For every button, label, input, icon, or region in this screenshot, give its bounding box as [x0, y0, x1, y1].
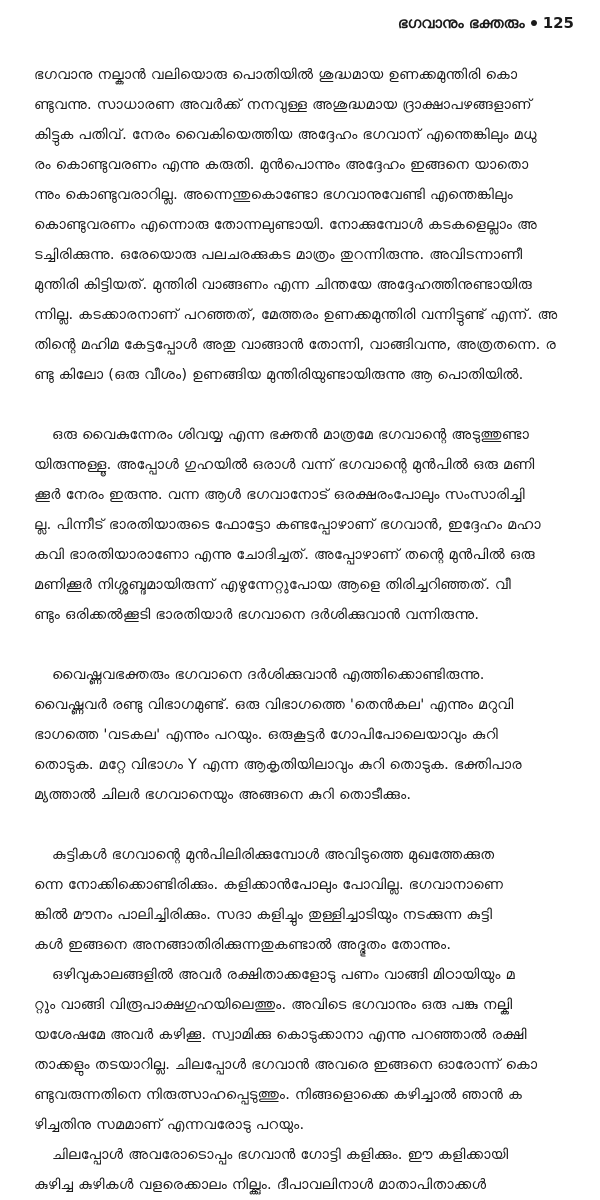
text-line: ന്നില്ല. കടക്കാരനാണ് പറഞ്ഞത്, മേത്തരം ഉണക്കമുന്തിരി വന്നിട്ടുണ്ട് എന്ന്. അ	[34, 306, 558, 323]
text-line: ണ്ടും ഒരിക്കൽക്കൂടി ഭാരതിയാർ ഭഗവാനെ ദർശിക്കുവാൻ വന്നിരുന്നു.	[34, 606, 480, 623]
text-line: ചിലപ്പോൾ അവരോടൊപ്പം ഭഗവാൻ ഗോട്ടി കളിക്കും. ഈ കളിക്കായി	[52, 1146, 509, 1163]
text-line: കവി ഭാരതിയാരാണോ എന്നു ചോദിച്ചത്. അപ്പോഴാണ് തന്റെ മുൻപിൽ ഒരു	[34, 546, 535, 563]
text-line: ഒഴിവുകാലങ്ങളിൽ അവർ രക്ഷിതാക്കളോടു പണം വാങ്ങി മിഠായിയും മ	[52, 966, 515, 983]
text-line: ഒരു വൈകുന്നേരം ശിവയ്യ എന്ന ഭക്തൻ മാത്രമേ ഭഗവാന്റെ അടുത്തുണ്ടാ	[52, 426, 530, 443]
paragraph	[34, 660, 576, 810]
text-line: തൊടുക. മറ്റേ വിഭാഗം Y എന്ന ആകൃതിയിലാവും കുറി തൊടുക. ഭക്തിപാര	[34, 756, 522, 773]
text-line: വൈഷ്ണവഭക്തരും ഭഗവാനെ ദർശിക്കുവാൻ എത്തിക്കൊണ്ടിരുന്നു.	[52, 666, 485, 683]
text-line: രം കൊണ്ടുവരണം എന്നു കരുതി. മുൻപൊന്നും അദ്ദേഹം ഇങ്ങനെ യാതൊ	[34, 156, 529, 173]
text-line: ക്കൂർ നേരം ഇരുന്നു. വന്ന ആൾ ഭഗവാനോട് ഒരക്ഷരംപോലും സംസാരിച്ചി	[34, 486, 525, 503]
paragraph-gap	[34, 390, 576, 420]
text-line: കൊണ്ടുവരണം എന്നൊരു തോന്നലുണ്ടായി. നോക്കുമ്പോൾ കടകളെല്ലാം അ	[34, 216, 538, 233]
text-line: ല്ല. പിന്നീട് ഭാരതിയാരുടെ ഫോട്ടോ കണ്ടപ്പോഴാണ് ഭഗവാൻ, ഇദ്ദേഹം മഹാ	[34, 516, 541, 533]
page-header	[398, 14, 574, 32]
text-line: തിന്റെ മഹിമ കേട്ടപ്പോൾ അതു വാങ്ങാൻ തോന്നി, വാങ്ങിവന്നു, അത്രതന്നെ. ര	[34, 336, 556, 353]
text-line: ന്നെ നോക്കിക്കൊണ്ടിരിക്കും. കളിക്കാൻപോലും പോവില്ല. ഭഗവാനാണെ	[34, 876, 504, 893]
paragraph-gap	[34, 630, 576, 660]
text-line: ണ്ടുവന്നു. സാധാരണ അവർക്ക് നനവുള്ള അശുദ്ധമായ ദ്രാക്ഷാപഴങ്ങളാണ്	[34, 96, 532, 113]
text-line: ഭഗവാനു നല്കാൻ വലിയൊരു പൊതിയിൽ ശുദ്ധമായ ഉണക്കമുന്തിരി കൊ	[34, 66, 518, 83]
page-body	[34, 60, 576, 1200]
paragraph-gap	[34, 810, 576, 840]
bullet-separator	[531, 20, 537, 26]
text-line: മ്യത്താൽ ചിലർ ഭഗവാനെയും അങ്ങനെ കുറി തൊടീക്കും.	[34, 786, 412, 803]
text-line: യശേഷമേ അവർ കഴിക്കൂ. സ്വാമിക്കു കൊടുക്കാനാ എന്നു പറഞ്ഞാൽ രക്ഷി	[34, 1026, 527, 1043]
text-line: ണ്ടു കിലോ (ഒരു വീശം) ഉണങ്ങിയ മുന്തിരിയുണ്ടായിരുന്നു ആ പൊതിയിൽ.	[34, 366, 524, 383]
text-line: ഭാഗത്തെ 'വടകല' എന്നും പറയും. ഒരുകൂട്ടർ ഗോപിപോലെയാവും കുറി	[34, 726, 499, 743]
text-line: കൾ ഇങ്ങനെ അനങ്ങാതിരിക്കുന്നതുകണ്ടാൽ അദ്ഭുതം തോന്നും.	[34, 936, 452, 953]
text-line: ടച്ചിരിക്കുന്നു. ഒരേയൊരു പലചരക്കുകട മാത്രം തുറന്നിരുന്നു. അവിടന്നാണീ	[34, 246, 523, 263]
paragraph	[34, 60, 576, 390]
text-line: കുഴിച്ച കുഴികൾ വളരെക്കാലം നില്ക്കും. ദീപാവലിനാൾ മാതാപിതാക്കൾ	[34, 1176, 487, 1193]
text-line: ന്നും കൊണ്ടുവരാറില്ല. അന്നെന്തുകൊണ്ടോ ഭഗവാനുവേണ്ടി എന്തെങ്കിലും	[34, 186, 513, 203]
text-line: വൈഷ്ണവർ രണ്ടു വിഭാഗമുണ്ട്. ഒരു വിഭാഗത്തെ 'തെൻകല' എന്നും മറുവി	[34, 696, 514, 713]
text-line: യിരുന്നുള്ളൂ. അപ്പോൾ ഗുഹയിൽ ഒരാൾ വന്ന് ഭഗവാന്റെ മുൻപിൽ ഒരു മണി	[34, 456, 535, 473]
text-line: മുന്തിരി കിട്ടിയത്. മുന്തിരി വാങ്ങണം എന്ന ചിന്തയേ അദ്ദേഹത്തിനുണ്ടായിരു	[34, 276, 533, 293]
text-line: കുട്ടികൾ ഭഗവാന്റെ മുൻപിലിരിക്കുമ്പോൾ അവിടുത്തെ മുഖത്തേക്കുത	[52, 846, 495, 863]
paragraph	[34, 960, 576, 1140]
running-title: ഭഗവാനും ഭക്തരും	[397, 14, 525, 32]
paragraph	[34, 1140, 576, 1200]
text-line: ങ്കിൽ മൗനം പാലിച്ചിരിക്കും. സദാ കളിച്ചും തുള്ളിച്ചാടിയും നടക്കുന്ന കുട്ടി	[34, 906, 493, 923]
paragraph	[34, 840, 576, 960]
text-line: കിട്ടുക പതിവ്. നേരം വൈകിയെത്തിയ അദ്ദേഹം ഭഗവാന് എന്തെങ്കിലും മധു	[34, 126, 537, 143]
page-number: 125	[542, 14, 574, 32]
text-line: റ്റും വാങ്ങി വിരൂപാക്ഷഗുഹയിലെത്തും. അവിടെ ഭഗവാനും ഒരു പങ്കു നല്കി	[34, 996, 513, 1013]
text-line: താക്കളും തടയാറില്ല. ചിലപ്പോൾ ഭഗവാൻ അവരെ ഇങ്ങനെ ഓരോന്ന് കൊ	[34, 1056, 538, 1073]
text-line: ഴിച്ചതിനു സമമാണ് എന്നവരോടു പറയും.	[34, 1116, 305, 1133]
text-line: ണ്ടുവരുന്നതിനെ നിരുത്സാഹപ്പെടുത്തും. നിങ്ങളൊക്കെ കഴിച്ചാൽ ഞാൻ ക	[34, 1086, 523, 1103]
paragraph	[34, 420, 576, 630]
text-line: മണിക്കൂർ നിശ്ശബ്ദമായിരുന്ന് എഴുന്നേറ്റുപോയ ആളെ തിരിച്ചറിഞ്ഞത്. വീ	[34, 576, 512, 593]
